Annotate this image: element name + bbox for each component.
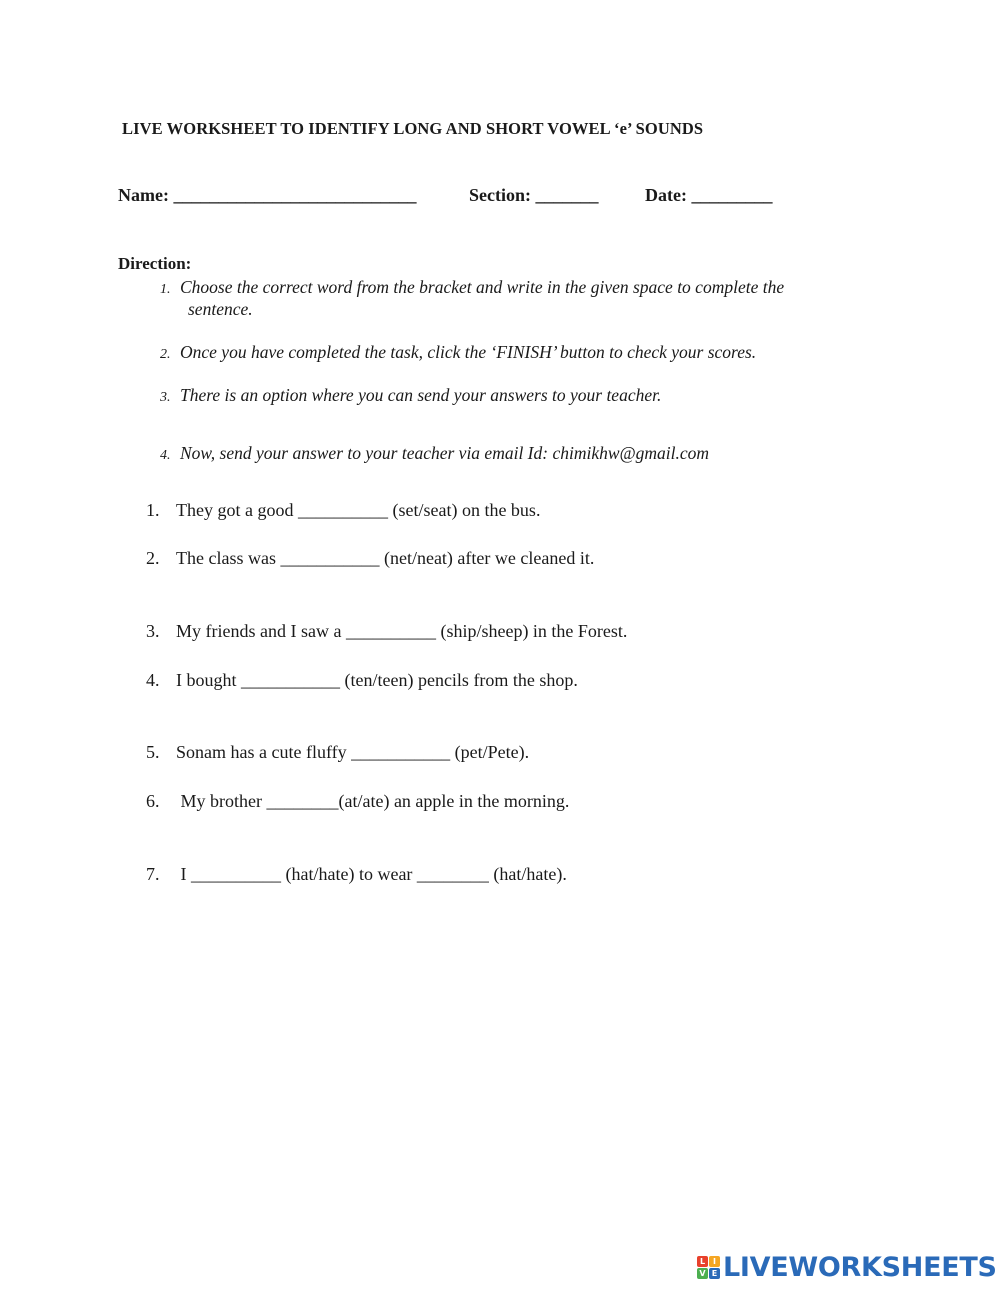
logo-block: V — [697, 1268, 708, 1279]
direction-item — [160, 277, 784, 298]
direction-text: Once you have completed the task, click the ‘FINISH’ button to check your scores. — [180, 342, 757, 362]
direction-text: Choose the correct word from the bracket and write in the given space to complete the — [180, 277, 785, 297]
question-number: 5. — [146, 742, 160, 762]
direction-label: Direction: — [118, 254, 192, 273]
worksheet-title: LIVE WORKSHEET TO IDENTIFY LONG AND SHORT VOWEL ‘e’ SOUNDS — [122, 119, 704, 138]
direction-text: Now, send your answer to your teacher via email Id: chimikhw@gmail.com — [180, 443, 710, 463]
direction-number: 1. — [160, 282, 171, 297]
logo-block: E — [709, 1268, 720, 1279]
question-text: My friends and I saw a __________ (ship/sheep) in the Forest. — [176, 621, 628, 641]
direction-item — [160, 443, 709, 464]
name-field: Name: ___________________________ — [118, 185, 417, 205]
direction-number: 3. — [160, 390, 171, 405]
question-text: They got a good __________ (set/seat) on the bus. — [176, 500, 541, 520]
question-number: 7. — [146, 864, 160, 884]
question-number: 2. — [146, 548, 160, 568]
logo-block: I — [709, 1256, 720, 1267]
direction-text: There is an option where you can send your answers to your teacher. — [180, 385, 662, 405]
logo-block: L — [697, 1256, 708, 1267]
question-item — [146, 621, 627, 642]
section-field: Section: _______ — [469, 185, 599, 205]
question-item — [146, 548, 594, 569]
question-text: Sonam has a cute fluffy ___________ (pet/Pete). — [176, 742, 530, 762]
direction-item — [160, 385, 661, 406]
question-item — [146, 670, 578, 691]
logo-text: LIVEWORKSHEETS — [723, 1252, 997, 1283]
direction-number: 4. — [160, 448, 171, 463]
question-item — [146, 791, 569, 812]
direction-item-continued: sentence. — [188, 299, 253, 319]
question-number: 1. — [146, 500, 160, 520]
question-text: The class was ___________ (net/neat) after we cleaned it. — [176, 548, 595, 568]
question-item — [146, 742, 529, 763]
date-field: Date: _________ — [645, 185, 773, 205]
question-item — [146, 500, 540, 521]
question-item — [146, 864, 567, 885]
logo-blocks-icon — [697, 1256, 720, 1279]
question-number: 4. — [146, 670, 160, 690]
question-text: I bought ___________ (ten/teen) pencils from the shop. — [176, 670, 578, 690]
question-number: 6. — [146, 791, 160, 811]
question-number: 3. — [146, 621, 160, 641]
question-text: My brother ________(at/ate) an apple in the morning. — [176, 791, 570, 811]
direction-item — [160, 342, 756, 363]
direction-number: 2. — [160, 347, 171, 362]
question-text: I __________ (hat/hate) to wear ________ (hat/hate). — [176, 864, 567, 884]
liveworksheets-logo — [697, 1252, 997, 1283]
